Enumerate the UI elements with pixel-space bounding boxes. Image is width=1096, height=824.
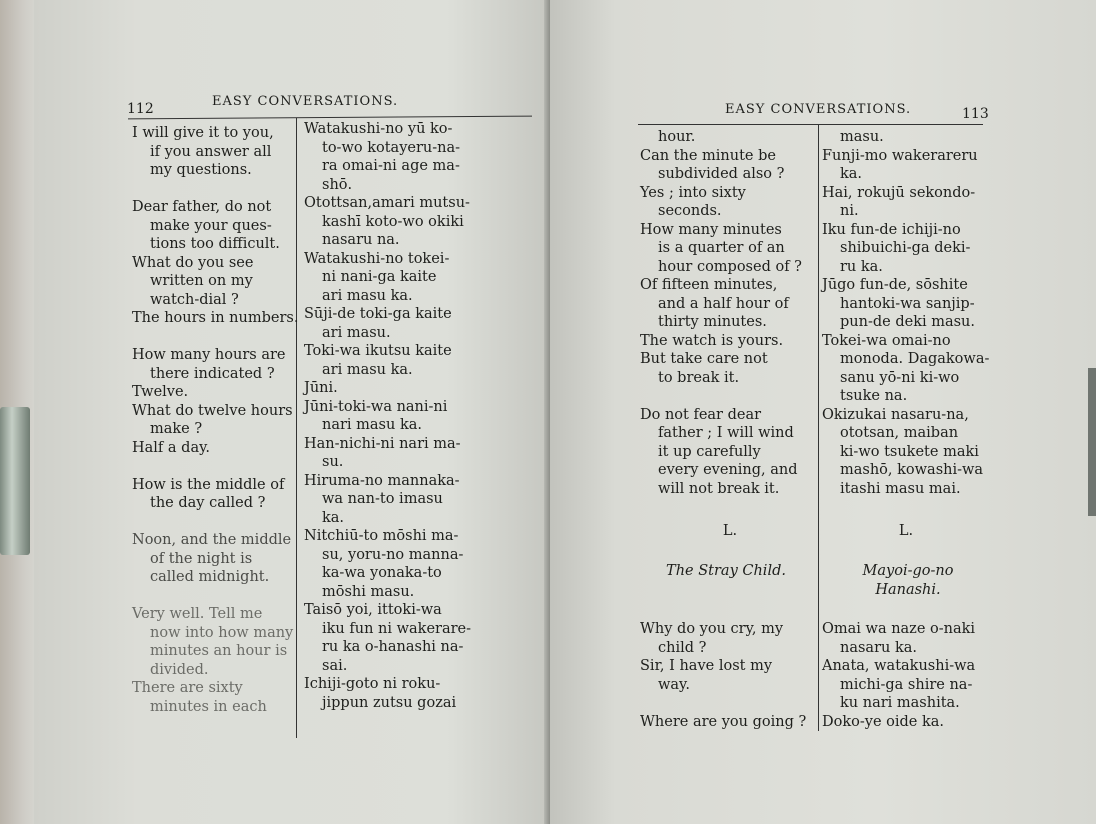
text-line: ari masu ka. xyxy=(322,287,413,304)
text-line: What do you see xyxy=(132,254,254,271)
text-line: is a quarter of an xyxy=(658,240,785,256)
text-line: nari masu ka. xyxy=(322,417,422,433)
text-line: Nitchiū-to mōshi ma- xyxy=(304,528,459,544)
text-line: Okizukai nasaru-na, xyxy=(822,406,969,423)
text-line: Do not fear dear xyxy=(640,406,762,423)
text-line: There are sixty xyxy=(132,680,243,696)
text-line: sanu yō-ni ki-wo xyxy=(840,369,960,386)
right-column-divider xyxy=(818,125,819,731)
text-line: shō. xyxy=(322,176,353,193)
text-line: Sir, I have lost my xyxy=(640,658,773,674)
text-line: How many hours are xyxy=(132,347,286,363)
text-line: called midnight. xyxy=(150,569,270,585)
text-line: masu. xyxy=(840,129,884,145)
text-line: Ichiji-goto ni roku- xyxy=(304,676,441,692)
text-line: The hours in numbers. xyxy=(132,310,299,326)
text-line: mōshi masu. xyxy=(322,583,415,600)
text-line: How many minutes xyxy=(640,221,782,238)
text-line: and a half hour of xyxy=(658,295,789,312)
text-line: divided. xyxy=(150,661,209,678)
text-line: How is the middle of xyxy=(132,476,285,493)
text-line: make your ques- xyxy=(150,217,272,234)
text-line: Tokei-wa omai-no xyxy=(822,332,951,349)
text-line: ni nani-ga kaite xyxy=(322,269,437,285)
right-japanese-column-2 xyxy=(822,620,994,731)
text-line: ka-wa yonaka-to xyxy=(322,565,442,581)
right-running-header: EASY CONVERSATIONS. xyxy=(725,102,912,117)
text-line: tsuke na. xyxy=(840,388,908,404)
text-line: ku nari mashita. xyxy=(840,695,960,711)
text-line: Jūgo fun-de, sōshite xyxy=(822,277,968,293)
text-line: kashī koto-wo okiki xyxy=(322,213,464,230)
text-line: mashō, kowashi-wa xyxy=(840,462,984,478)
text-line: Very well. Tell me xyxy=(132,606,263,622)
text-line: Iku fun-de ichiji-no xyxy=(822,221,961,238)
text-line xyxy=(132,328,298,347)
text-line: Why do you cry, my xyxy=(640,621,784,637)
text-line: thirty minutes. xyxy=(658,314,767,330)
text-line: But take care not xyxy=(640,351,768,367)
left-header-rule xyxy=(128,116,532,120)
text-line: iku fun ni wakerare- xyxy=(322,620,472,637)
text-line: su, yoru-no manna- xyxy=(322,546,464,563)
text-line: to break it. xyxy=(658,369,740,386)
text-line: Where are you going ? xyxy=(640,713,807,730)
text-line: Can the minute be xyxy=(640,147,776,164)
text-line: there indicated ? xyxy=(150,365,275,382)
text-line: way. xyxy=(658,676,690,693)
text-line: now into how many xyxy=(150,624,294,641)
text-line: itashi masu mai. xyxy=(840,480,961,497)
text-line: ari masu ka. xyxy=(322,361,413,378)
chapter-title-jp-line2: Hanashi. xyxy=(875,582,941,598)
text-line: will not break it. xyxy=(658,480,780,497)
text-line xyxy=(640,387,812,406)
right-japanese-column xyxy=(822,128,994,498)
text-line: I will give it to you, xyxy=(132,125,274,141)
text-line: ka. xyxy=(840,166,863,182)
left-japanese-column xyxy=(304,120,484,712)
text-line: Doko-ye oide ka. xyxy=(822,713,945,730)
section-number-en: L. xyxy=(722,523,738,539)
text-line: Watakushi-no tokei- xyxy=(304,250,450,267)
text-line: ka. xyxy=(322,509,345,526)
text-line: of the night is xyxy=(150,550,253,567)
text-line: Sūji-de toki-ga kaite xyxy=(304,306,452,322)
left-page xyxy=(34,0,550,824)
text-line: sai. xyxy=(322,657,348,674)
left-page-number: 112 xyxy=(127,101,154,117)
text-line: seconds. xyxy=(658,203,722,219)
right-english-column xyxy=(640,128,812,498)
left-english-column xyxy=(132,124,298,716)
page-clip xyxy=(0,407,30,555)
text-line: hour composed of ? xyxy=(658,258,802,275)
chapter-title-jp-line1: Mayoi-go-no xyxy=(862,563,954,579)
text-line: Hai, rokujū sekondo- xyxy=(822,184,976,201)
text-line xyxy=(132,180,298,199)
text-line: written on my xyxy=(150,273,253,289)
text-line: Hiruma-no mannaka- xyxy=(304,472,460,489)
text-line: ototsan, maiban xyxy=(840,425,959,441)
text-line: hour. xyxy=(658,129,696,145)
text-line: nasaru na. xyxy=(322,232,400,248)
text-line: su. xyxy=(322,454,344,470)
section-number-jp: L. xyxy=(898,523,914,539)
text-line: jippun zutsu gozai xyxy=(322,694,457,711)
page-clip-right xyxy=(1088,368,1096,516)
text-line: ru ka o-hanashi na- xyxy=(322,639,464,655)
text-line xyxy=(640,694,812,713)
text-line: every evening, and xyxy=(658,462,798,478)
right-page xyxy=(550,0,1096,824)
text-line: Yes ; into sixty xyxy=(640,184,746,201)
text-line: make ? xyxy=(150,421,203,437)
text-line: minutes an hour is xyxy=(150,643,288,659)
text-line: The watch is yours. xyxy=(640,332,784,349)
text-line: Jūni. xyxy=(304,380,338,396)
text-line: Funji-mo wakerareru xyxy=(822,147,978,164)
text-line: Toki-wa ikutsu kaite xyxy=(304,343,452,359)
left-running-header: EASY CONVERSATIONS. xyxy=(212,94,399,109)
text-line: michi-ga shire na- xyxy=(840,676,973,693)
text-line: What do twelve hours xyxy=(132,402,293,419)
text-line: ni. xyxy=(840,203,859,219)
text-line: it up carefully xyxy=(658,443,761,460)
text-line: Han-nichi-ni nari ma- xyxy=(304,435,461,452)
text-line: Twelve. xyxy=(132,384,189,400)
text-line: subdivided also ? xyxy=(658,166,785,182)
text-line: to-wo kotayeru-na- xyxy=(322,139,461,156)
text-line: Otottsan,amari mutsu- xyxy=(304,195,470,211)
text-line: monoda. Dagakowa- xyxy=(840,351,990,367)
text-line: shibuichi-ga deki- xyxy=(840,240,971,256)
text-line: Anata, watakushi-wa xyxy=(822,658,976,674)
text-line xyxy=(132,587,298,606)
text-line: Taisō yoi, ittoki-wa xyxy=(304,602,442,618)
right-page-number: 113 xyxy=(962,106,989,122)
text-line: ra omai-ni age ma- xyxy=(322,158,460,174)
text-line: Omai wa naze o-naki xyxy=(822,621,976,637)
text-line xyxy=(132,457,298,476)
text-line: Jūni-toki-wa nani-ni xyxy=(304,398,448,415)
chapter-title-en: The Stray Child. xyxy=(666,563,786,579)
text-line: tions too difficult. xyxy=(150,236,280,252)
text-line: child ? xyxy=(658,639,707,656)
text-line: nasaru ka. xyxy=(840,639,917,656)
text-line: pun-de deki masu. xyxy=(840,314,976,330)
text-line: hantoki-wa sanjip- xyxy=(840,295,975,312)
text-line: watch-dial ? xyxy=(150,291,239,308)
text-line: ru ka. xyxy=(840,258,883,275)
text-line: Half a day. xyxy=(132,439,210,456)
text-line: Watakushi-no yū ko- xyxy=(304,121,453,137)
text-line: Dear father, do not xyxy=(132,199,272,215)
text-line: the day called ? xyxy=(150,495,266,511)
text-line: Noon, and the middle xyxy=(132,532,292,548)
text-line: if you answer all xyxy=(150,143,272,160)
text-line xyxy=(132,513,298,532)
text-line: father ; I will wind xyxy=(658,425,794,441)
text-line: minutes in each xyxy=(150,698,267,715)
text-line: my questions. xyxy=(150,162,252,178)
text-line: ari masu. xyxy=(322,324,391,341)
text-line: ki-wo tsukete maki xyxy=(840,443,979,460)
text-line: Of fifteen minutes, xyxy=(640,277,778,293)
right-english-column-2 xyxy=(640,620,812,731)
text-line: wa nan-to imasu xyxy=(322,491,443,507)
right-header-rule xyxy=(638,124,983,125)
